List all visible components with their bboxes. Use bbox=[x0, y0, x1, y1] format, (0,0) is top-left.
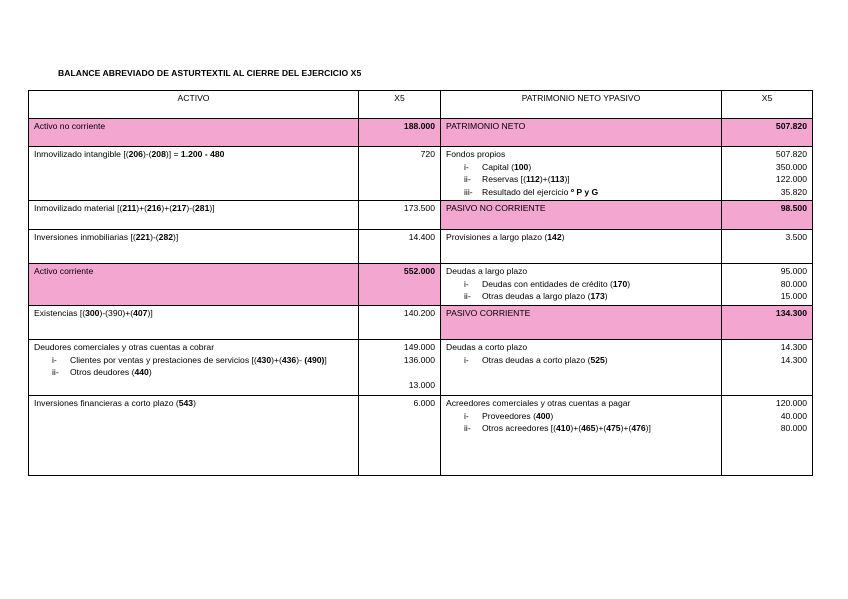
table-row bbox=[29, 396, 813, 476]
deudas-lp-values: 95.000 80.000 15.000 bbox=[722, 264, 813, 306]
activo-corriente-label: Activo corriente bbox=[29, 264, 359, 306]
activo-no-corriente-label: Activo no corriente bbox=[29, 119, 359, 147]
inmovilizado-material-value: 173.500 bbox=[359, 201, 441, 230]
patrimonio-neto-label: PATRIMONIO NETO bbox=[441, 119, 722, 147]
table-row bbox=[29, 306, 813, 340]
deudores-comerciales-label: Deudores comerciales y otras cuentas a cobrar bbox=[34, 342, 215, 352]
list-item: iii- Resultado del ejercicio º P y G bbox=[464, 186, 599, 197]
deudas-lp-label: Deudas a largo plazo bbox=[446, 266, 528, 276]
provisiones-lp-label: Provisiones a largo plazo (142) bbox=[441, 230, 722, 264]
fondos-propios-label: Fondos propios bbox=[446, 149, 506, 159]
list-item: i- Otras deudas a corto plazo (525) bbox=[464, 354, 608, 365]
acreedores-comerciales-cell bbox=[441, 396, 722, 476]
pasivo-no-corriente-value: 98.500 bbox=[722, 201, 813, 230]
list-item: i- Deudas con entidades de crédito (170) bbox=[464, 278, 631, 289]
list-item: ii- Reservas [(112)+(113)] bbox=[464, 174, 570, 184]
list-item: i- Proveedores (400) bbox=[464, 410, 554, 421]
header-activo: ACTIVO bbox=[29, 91, 359, 119]
inversiones-inmobiliarias-value: 14.400 bbox=[359, 230, 441, 264]
table-row bbox=[29, 340, 813, 396]
balance-table bbox=[28, 90, 813, 476]
existencias-label: Existencias [(300)-(390)+(407)] bbox=[29, 306, 359, 340]
table-row bbox=[29, 147, 813, 201]
header-x5-left: X5 bbox=[359, 91, 441, 119]
deudas-lp-cell bbox=[441, 264, 722, 306]
table-row bbox=[29, 264, 813, 306]
inversiones-financieras-cp-label: Inversiones financieras a corto plazo (543) bbox=[29, 396, 359, 476]
table-row bbox=[29, 230, 813, 264]
list-item: ii- Otros deudores (440) bbox=[52, 367, 152, 377]
fondos-propios-values: 507.820 350.000 122.000 35.820 bbox=[722, 147, 813, 201]
fondos-propios-cell bbox=[441, 147, 722, 201]
deudas-cp-values: 14.300 14.300 bbox=[722, 340, 813, 396]
deudas-cp-cell bbox=[441, 340, 722, 396]
inmovilizado-intangible-value: 720 bbox=[359, 147, 441, 201]
table-row bbox=[29, 201, 813, 230]
header-x5-right: X5 bbox=[722, 91, 813, 119]
existencias-value: 140.200 bbox=[359, 306, 441, 340]
document-title: BALANCE ABREVIADO DE ASTURTEXTIL AL CIERRE DEL EJERCICIO X5 bbox=[58, 68, 362, 78]
provisiones-lp-value: 3.500 bbox=[722, 230, 813, 264]
acreedores-comerciales-values: 120.000 40.000 80.000 bbox=[722, 396, 813, 476]
inmovilizado-intangible-label: Inmovilizado intangible [(206)-(208)] = 1.200 - 480 bbox=[29, 147, 359, 201]
acreedores-comerciales-label: Acreedores comerciales y otras cuentas a pagar bbox=[446, 398, 631, 408]
deudores-comerciales-values: 149.000 136.000 13.000 bbox=[359, 340, 441, 396]
pasivo-corriente-value: 134.300 bbox=[722, 306, 813, 340]
inversiones-financieras-cp-value: 6.000 bbox=[359, 396, 441, 476]
activo-no-corriente-value: 188.000 bbox=[359, 119, 441, 147]
patrimonio-neto-value: 507.820 bbox=[722, 119, 813, 147]
list-item: ii- Otros acreedores [(410)+(465)+(475)+(476)] bbox=[464, 423, 651, 433]
list-item: i- Clientes por ventas y prestaciones de servicios [(430)+(436)- (490)] bbox=[52, 354, 327, 365]
header-pn-pasivo: PATRIMONIO NETO YPASIVO bbox=[441, 91, 722, 119]
deudas-cp-label: Deudas a corto plazo bbox=[446, 342, 528, 352]
table-row bbox=[29, 119, 813, 147]
header-row bbox=[29, 91, 813, 119]
list-item: i- Capital (100) bbox=[464, 161, 532, 172]
pasivo-corriente-label: PASIVO CORRIENTE bbox=[441, 306, 722, 340]
deudores-comerciales-cell bbox=[29, 340, 359, 396]
activo-corriente-value: 552.000 bbox=[359, 264, 441, 306]
inmovilizado-material-label: Inmovilizado material [(211)+(216)+(217)-(281)] bbox=[29, 201, 359, 230]
list-item: ii- Otras deudas a largo plazo (173) bbox=[464, 291, 608, 301]
pasivo-no-corriente-label: PASIVO NO CORRIENTE bbox=[441, 201, 722, 230]
inversiones-inmobiliarias-label: Inversiones inmobiliarias [(221)-(282)] bbox=[29, 230, 359, 264]
